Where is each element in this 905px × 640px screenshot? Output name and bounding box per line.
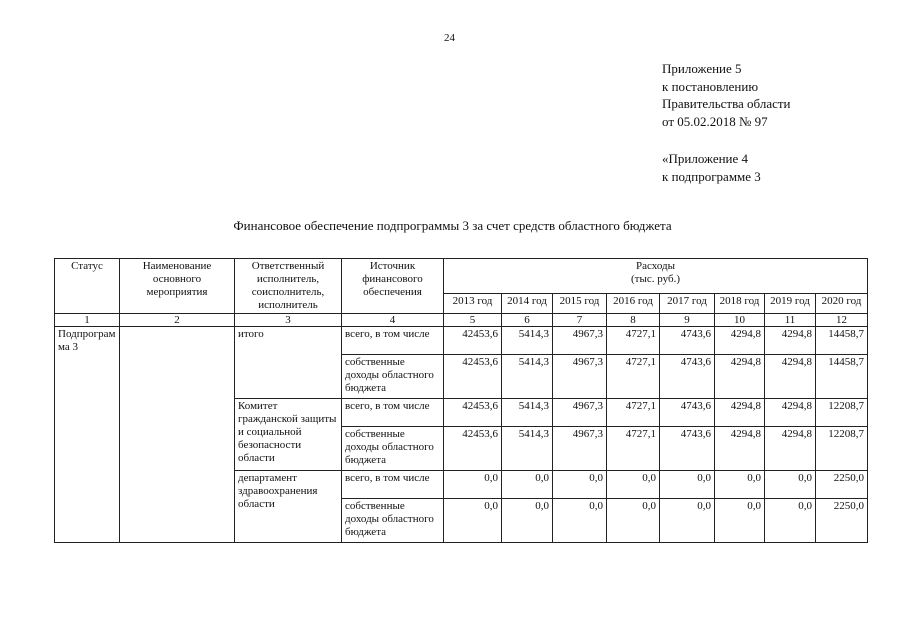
- value-cell: 0,0: [607, 499, 660, 543]
- source-cell: собственные доходы областного бюджета: [342, 499, 444, 543]
- header-expenses: [444, 259, 868, 294]
- value-cell: 42453,6: [444, 355, 502, 399]
- value-cell: 5414,3: [502, 399, 553, 427]
- index-cell: 8: [607, 314, 660, 327]
- source-cell: всего, в том числе: [342, 327, 444, 355]
- index-cell: 4: [342, 314, 444, 327]
- value-cell: 4743,6: [660, 399, 715, 427]
- header-year: 2019 год: [765, 294, 816, 314]
- header-source: Источник финансового обеспечения: [342, 259, 444, 314]
- index-cell: 12: [816, 314, 868, 327]
- index-cell: 11: [765, 314, 816, 327]
- appendix-subprogram-block: [662, 150, 761, 185]
- value-cell: 4967,3: [553, 355, 607, 399]
- index-cell: 10: [715, 314, 765, 327]
- header-year: 2018 год: [715, 294, 765, 314]
- header-expenses-label: Расходы: [636, 260, 675, 272]
- value-cell: 5414,3: [502, 327, 553, 355]
- value-cell: 2250,0: [816, 471, 868, 499]
- value-cell: 4727,1: [607, 399, 660, 427]
- source-cell: всего, в том числе: [342, 399, 444, 427]
- value-cell: 5414,3: [502, 427, 553, 471]
- value-cell: 0,0: [607, 471, 660, 499]
- value-cell: 0,0: [765, 499, 816, 543]
- value-cell: 0,0: [660, 499, 715, 543]
- value-cell: 4967,3: [553, 327, 607, 355]
- appendix-line: Правительства области: [662, 96, 791, 111]
- header-year: 2017 год: [660, 294, 715, 314]
- header-year: 2013 год: [444, 294, 502, 314]
- header-name: Наименование основного мероприятия: [120, 259, 235, 314]
- header-year: 2015 год: [553, 294, 607, 314]
- value-cell: 0,0: [444, 499, 502, 543]
- value-cell: 5414,3: [502, 355, 553, 399]
- value-cell: 14458,7: [816, 355, 868, 399]
- appendix-line: «Приложение 4: [662, 151, 749, 166]
- value-cell: 4727,1: [607, 355, 660, 399]
- header-expenses-unit: (тыс. руб.): [631, 273, 680, 285]
- document-title: Финансовое обеспечение подпрограммы 3 за счет средств областного бюджета: [233, 218, 672, 233]
- value-cell: 0,0: [715, 471, 765, 499]
- value-cell: 4967,3: [553, 399, 607, 427]
- value-cell: 0,0: [553, 471, 607, 499]
- source-cell: собственные доходы областного бюджета: [342, 427, 444, 471]
- table-row: [55, 327, 868, 355]
- value-cell: 4294,8: [715, 427, 765, 471]
- value-cell: 4727,1: [607, 327, 660, 355]
- value-cell: 4294,8: [765, 427, 816, 471]
- value-cell: 4967,3: [553, 427, 607, 471]
- responsible-cell: Комитет гражданской защиты и социальной безопасности области: [235, 399, 342, 471]
- value-cell: 0,0: [553, 499, 607, 543]
- index-cell: 3: [235, 314, 342, 327]
- value-cell: 0,0: [502, 471, 553, 499]
- source-cell: собственные доходы областного бюджета: [342, 355, 444, 399]
- value-cell: 4294,8: [765, 355, 816, 399]
- value-cell: 42453,6: [444, 427, 502, 471]
- value-cell: 4294,8: [715, 399, 765, 427]
- value-cell: 0,0: [444, 471, 502, 499]
- responsible-cell: итого: [235, 327, 342, 399]
- value-cell: 4743,6: [660, 327, 715, 355]
- index-cell: 9: [660, 314, 715, 327]
- value-cell: 4727,1: [607, 427, 660, 471]
- value-cell: 4743,6: [660, 427, 715, 471]
- appendix-line: от 05.02.2018 № 97: [662, 113, 768, 129]
- header-year: 2014 год: [502, 294, 553, 314]
- value-cell: 2250,0: [816, 499, 868, 543]
- value-cell: 4294,8: [765, 327, 816, 355]
- value-cell: 42453,6: [444, 327, 502, 355]
- value-cell: 4294,8: [715, 327, 765, 355]
- value-cell: 12208,7: [816, 427, 868, 471]
- value-cell: 4743,6: [660, 355, 715, 399]
- value-cell: 0,0: [765, 471, 816, 499]
- appendix-line: Приложение 5: [662, 61, 742, 76]
- financing-table: [54, 258, 868, 543]
- index-cell: 2: [120, 314, 235, 327]
- value-cell: 42453,6: [444, 399, 502, 427]
- responsible-cell: департамент здравоохранения области: [235, 471, 342, 543]
- header-status: Статус: [55, 259, 120, 314]
- appendix-line: к постановлению: [662, 78, 759, 94]
- index-cell: 5: [444, 314, 502, 327]
- appendix-line: к подпрограмме 3: [662, 168, 761, 184]
- index-cell: 1: [55, 314, 120, 327]
- page-number: 24: [444, 32, 455, 44]
- status-cell: Подпрограмма 3: [55, 327, 120, 543]
- header-row: [55, 259, 868, 294]
- index-row: [55, 314, 868, 327]
- index-cell: 7: [553, 314, 607, 327]
- value-cell: 4294,8: [715, 355, 765, 399]
- measure-name-cell: [120, 327, 235, 543]
- source-cell: всего, в том числе: [342, 471, 444, 499]
- value-cell: 14458,7: [816, 327, 868, 355]
- value-cell: 0,0: [660, 471, 715, 499]
- header-year: 2020 год: [816, 294, 868, 314]
- appendix-block: [662, 60, 791, 130]
- index-cell: 6: [502, 314, 553, 327]
- value-cell: 12208,7: [816, 399, 868, 427]
- header-responsible: Ответственный исполнитель, соисполнитель, исполнитель: [235, 259, 342, 314]
- value-cell: 0,0: [502, 499, 553, 543]
- value-cell: 0,0: [715, 499, 765, 543]
- value-cell: 4294,8: [765, 399, 816, 427]
- header-year: 2016 год: [607, 294, 660, 314]
